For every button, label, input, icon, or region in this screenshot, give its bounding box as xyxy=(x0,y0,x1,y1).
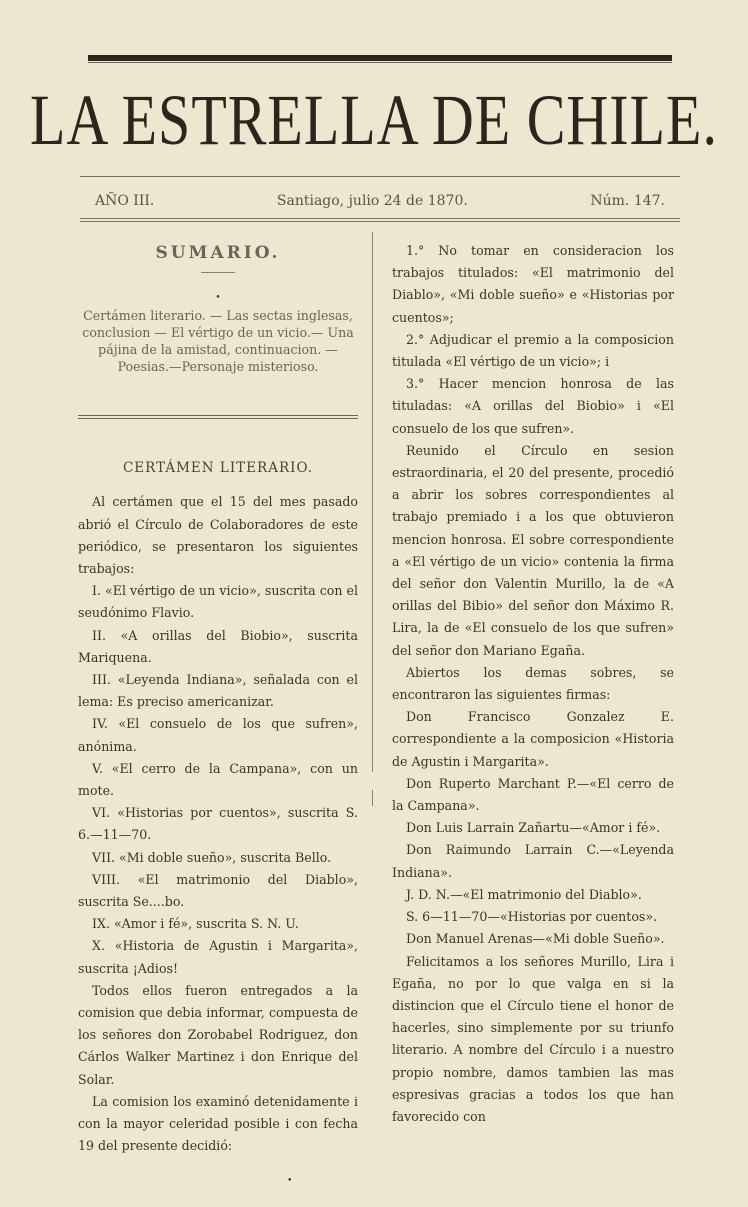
left-paragraph: I. «El vértigo de un vicio», suscrita con el seudónimo Flavio. xyxy=(78,583,358,621)
left-paragraph: IV. «El consuelo de los que sufren», anónima. xyxy=(78,716,358,754)
column-divider-lower xyxy=(372,790,373,806)
right-paragraph: J. D. N.—«El matrimonio del Diablo». xyxy=(406,886,642,902)
masthead-top-rule-thin xyxy=(88,62,672,63)
right-paragraph: Don Ruperto Marchant P.—«El cerro de la Campana». xyxy=(392,775,674,814)
left-paragraph: La comision los examinó detenidamente i con la mayor celeridad posible i con fecha 19 del presente decidió: xyxy=(78,1093,358,1154)
left-paragraph: VIII. «El matrimonio del Diablo», suscrita Se....bo. xyxy=(78,871,358,910)
left-paragraph: VI. «Historias por cuentos», suscrita S. 6.—11—70. xyxy=(78,805,358,843)
left-paragraph: III. «Leyenda Indiana», señalada con el lema: Es preciso americanizar. xyxy=(78,672,358,710)
right-paragraph: Don Luis Larrain Zañartu—«Amor i fé». xyxy=(406,820,661,836)
right-paragraph: Felicitamos a los señores Murillo, Lira i Egaña, no por lo que valga en si la distincion que el Círculo tiene el honor de hacerles, sino simplemente por su triunfo literario. A nombre del Círculo i a nuestro propio nombre, damos tambien las mas espresivas gracias a todos los que han favorecido con xyxy=(392,953,674,1124)
left-paragraph: V. «El cerro de la Campana», con un mote. xyxy=(78,760,358,799)
newspaper-masthead: LA ESTRELLA DE CHILE. xyxy=(30,78,718,161)
left-paragraph: X. «Historia de Agustin i Margarita», suscrita ¡Adios! xyxy=(78,938,358,976)
issue-rule-bottom xyxy=(80,218,680,219)
sumario-text: Certámen literario. — Las sectas inglesas, conclusion — El vértigo de un vicio.— Una pájina de la amistad, continuacion. —Poesias.—Personaje misterioso. xyxy=(82,308,354,375)
left-column xyxy=(78,240,358,1158)
section-separator xyxy=(78,415,358,419)
sumario-dot: • xyxy=(215,293,221,304)
right-paragraph: Don Raimundo Larrain C.—«Leyenda Indiana». xyxy=(392,842,674,880)
right-paragraph: 2.° Adjudicar el premio a la composicion titulada «El vértigo de un vicio»; i xyxy=(392,331,674,370)
left-paragraph: IX. «Amor i fé», suscrita S. N. U. xyxy=(92,916,299,932)
issue-number: Núm. 147. xyxy=(590,193,665,209)
right-paragraph: 1.° No tomar en consideracion los trabajos titulados: «El matrimonio del Diablo», «Mi doble sueño» e «Historias por cuentos»; xyxy=(392,243,674,325)
right-paragraph: Don Manuel Arenas—«Mi doble Sueño». xyxy=(406,931,665,947)
right-paragraph: S. 6—11—70—«Historias por cuentos». xyxy=(406,909,658,925)
right-paragraph: Reunido el Círculo en sesion estraordinaria, el 20 del presente, procedió a abrir los sobres correspondientes al trabajo premiado i a los que obtuvieron mencion honrosa. El sobre correspondiente a «El vértigo de un vicio» contenia la firma del señor don Valentin Murillo, la de «A orillas del Bibio» del señor don Máximo R. Lira, la de «El consuelo de los que sufren» del señor don Mariano Egaña. xyxy=(392,442,674,658)
section-title: CERTÁMEN LITERARIO. xyxy=(122,460,314,477)
left-paragraph: II. «A orillas del Biobio», suscrita Mariquena. xyxy=(78,627,358,665)
left-paragraph: Todos ellos fueron entregados a la comision que debia informar, compuesta de los señores don Zorobabel Rodriguez, don Cárlos Walker Martinez i don Enrique del Solar. xyxy=(78,982,358,1087)
issue-rule-top xyxy=(80,176,680,177)
left-paragraph: Al certámen que el 15 del mes pasado abrió el Círculo de Colaboradores de este periódico, se presentaron los siguientes trabajos: xyxy=(78,494,358,577)
column-divider xyxy=(372,232,373,772)
issue-place-date: Santiago, julio 24 de 1870. xyxy=(276,193,468,209)
right-paragraph: Abiertos los demas sobres, se encontraron las siguientes firmas: xyxy=(392,664,674,703)
left-paragraph: VII. «Mi doble sueño», suscrita Bello. xyxy=(92,849,332,865)
issue-rule-bottom-2 xyxy=(80,221,680,222)
page-footer-dot: • xyxy=(287,1176,293,1186)
right-paragraph: Don Francisco Gonzalez E. correspondiente a la composicion «Historia de Agustin i Margarita». xyxy=(392,709,674,769)
right-column xyxy=(392,240,674,1128)
sumario-rule xyxy=(201,272,235,273)
right-paragraph: 3.° Hacer mencion honrosa de las tituladas: «A orillas del Biobio» i «El consuelo de los que sufren». xyxy=(392,376,674,436)
masthead-top-rule xyxy=(88,55,672,61)
issue-info-row xyxy=(95,193,665,209)
sumario-heading: SUMARIO. xyxy=(155,243,281,263)
issue-year: AÑO III. xyxy=(95,193,155,209)
